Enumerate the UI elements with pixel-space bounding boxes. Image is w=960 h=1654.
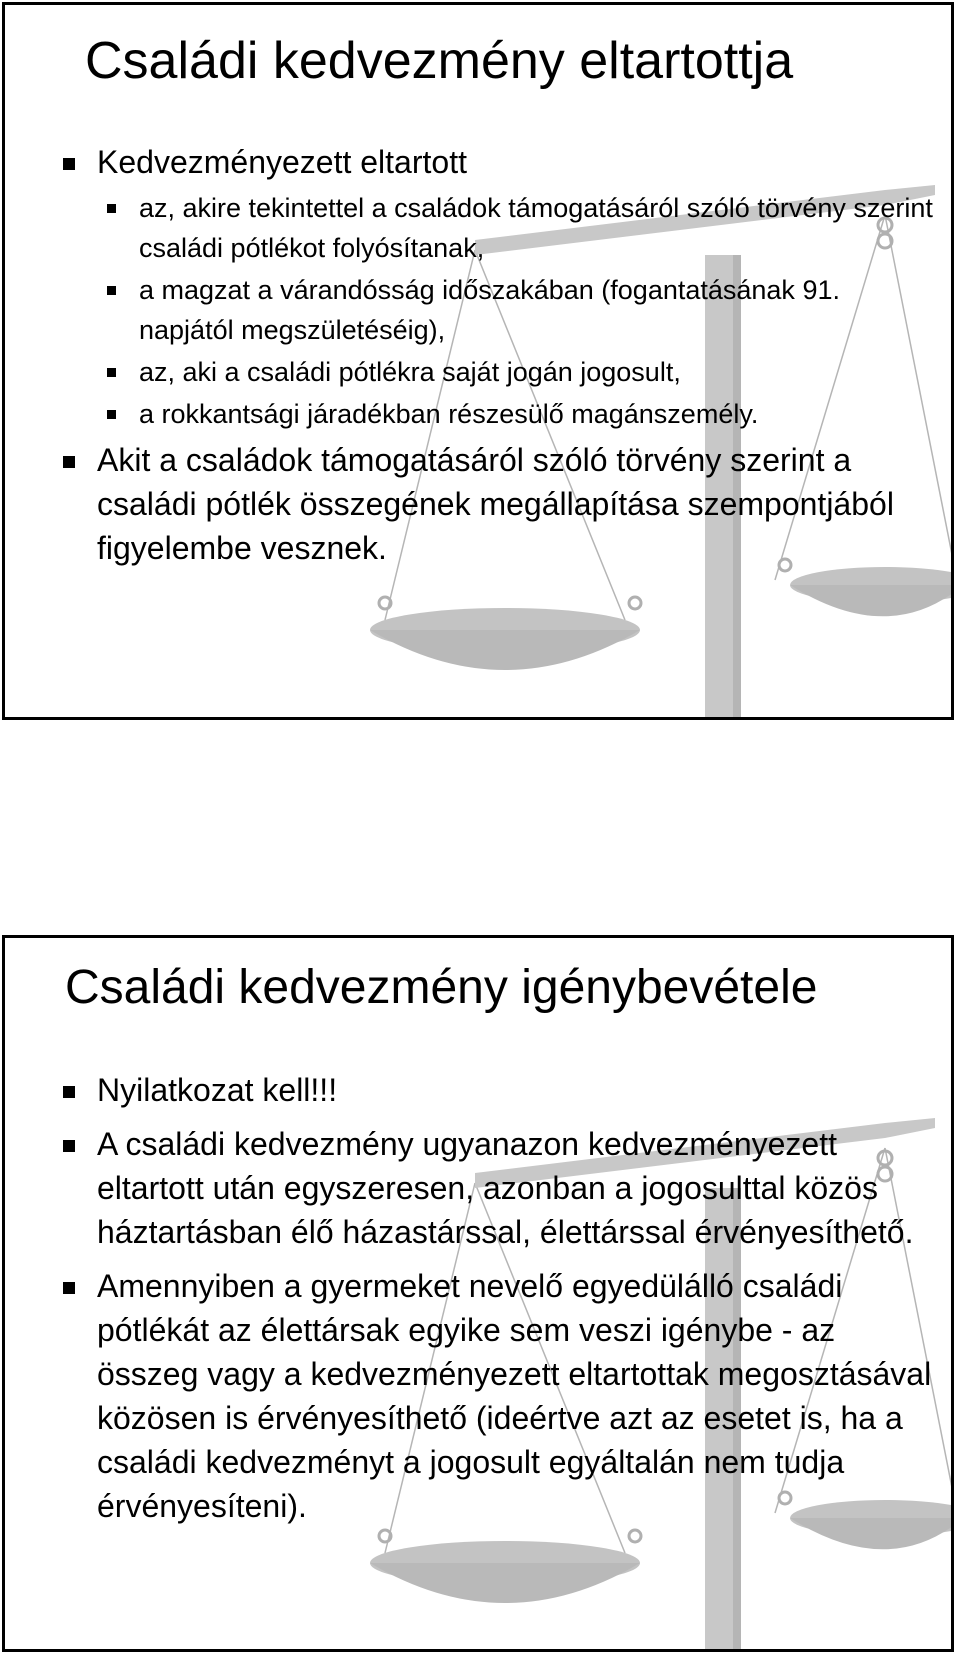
bullet-text: Kedvezményezett eltartott bbox=[97, 144, 467, 180]
slide-1 bbox=[2, 2, 954, 720]
sub-list-item: az, akire tekintettel a családok támogatásáról szóló törvény szerint családi pótlékot folyósítanak, bbox=[97, 188, 935, 268]
sub-list-item: a magzat a várandósság időszakában (fogantatásának 91. napjától megszületéséig), bbox=[97, 270, 935, 350]
slide-title: Családi kedvezmény igénybevétele bbox=[65, 961, 818, 1014]
bullet-text: Amennyiben a gyermeket nevelő egyedülálló családi pótlékát az élettársak egyike sem veszi igénybe - az összeg vagy a kedvezményezett eltartottak megosztásával közösen is érvényesíthető (ideértve azt az esetet is, ha a családi kedvezményt a jogosult egyáltalán nem tudja érvényesíteni). bbox=[97, 1268, 932, 1524]
bullet-text: Nyilatkozat kell!!! bbox=[97, 1072, 338, 1108]
list-item bbox=[55, 140, 935, 434]
bullet-list bbox=[55, 1068, 935, 1528]
sub-bullet-list bbox=[97, 188, 935, 434]
list-item bbox=[55, 1122, 935, 1254]
bullet-list bbox=[55, 140, 935, 570]
sub-list-item: a rokkantsági járadékban részesülő magánszemély. bbox=[97, 394, 935, 434]
list-item bbox=[55, 438, 935, 570]
bullet-text: Akit a családok támogatásáról szóló törvény szerint a családi pótlék összegének megállapítása szempontjából figyelembe vesznek. bbox=[97, 442, 894, 566]
sub-list-item: az, aki a családi pótlékra saját jogán jogosult, bbox=[97, 352, 935, 392]
bullet-text: A családi kedvezmény ugyanazon kedvezményezett eltartott után egyszeresen, azonban a jogosulttal közös háztartásban élő házastárssal, élettárssal érvényesíthető. bbox=[97, 1126, 914, 1250]
slide-2 bbox=[2, 935, 954, 1652]
list-item bbox=[55, 1264, 935, 1528]
list-item bbox=[55, 1068, 935, 1112]
slide-title: Családi kedvezmény eltartottja bbox=[85, 32, 794, 90]
